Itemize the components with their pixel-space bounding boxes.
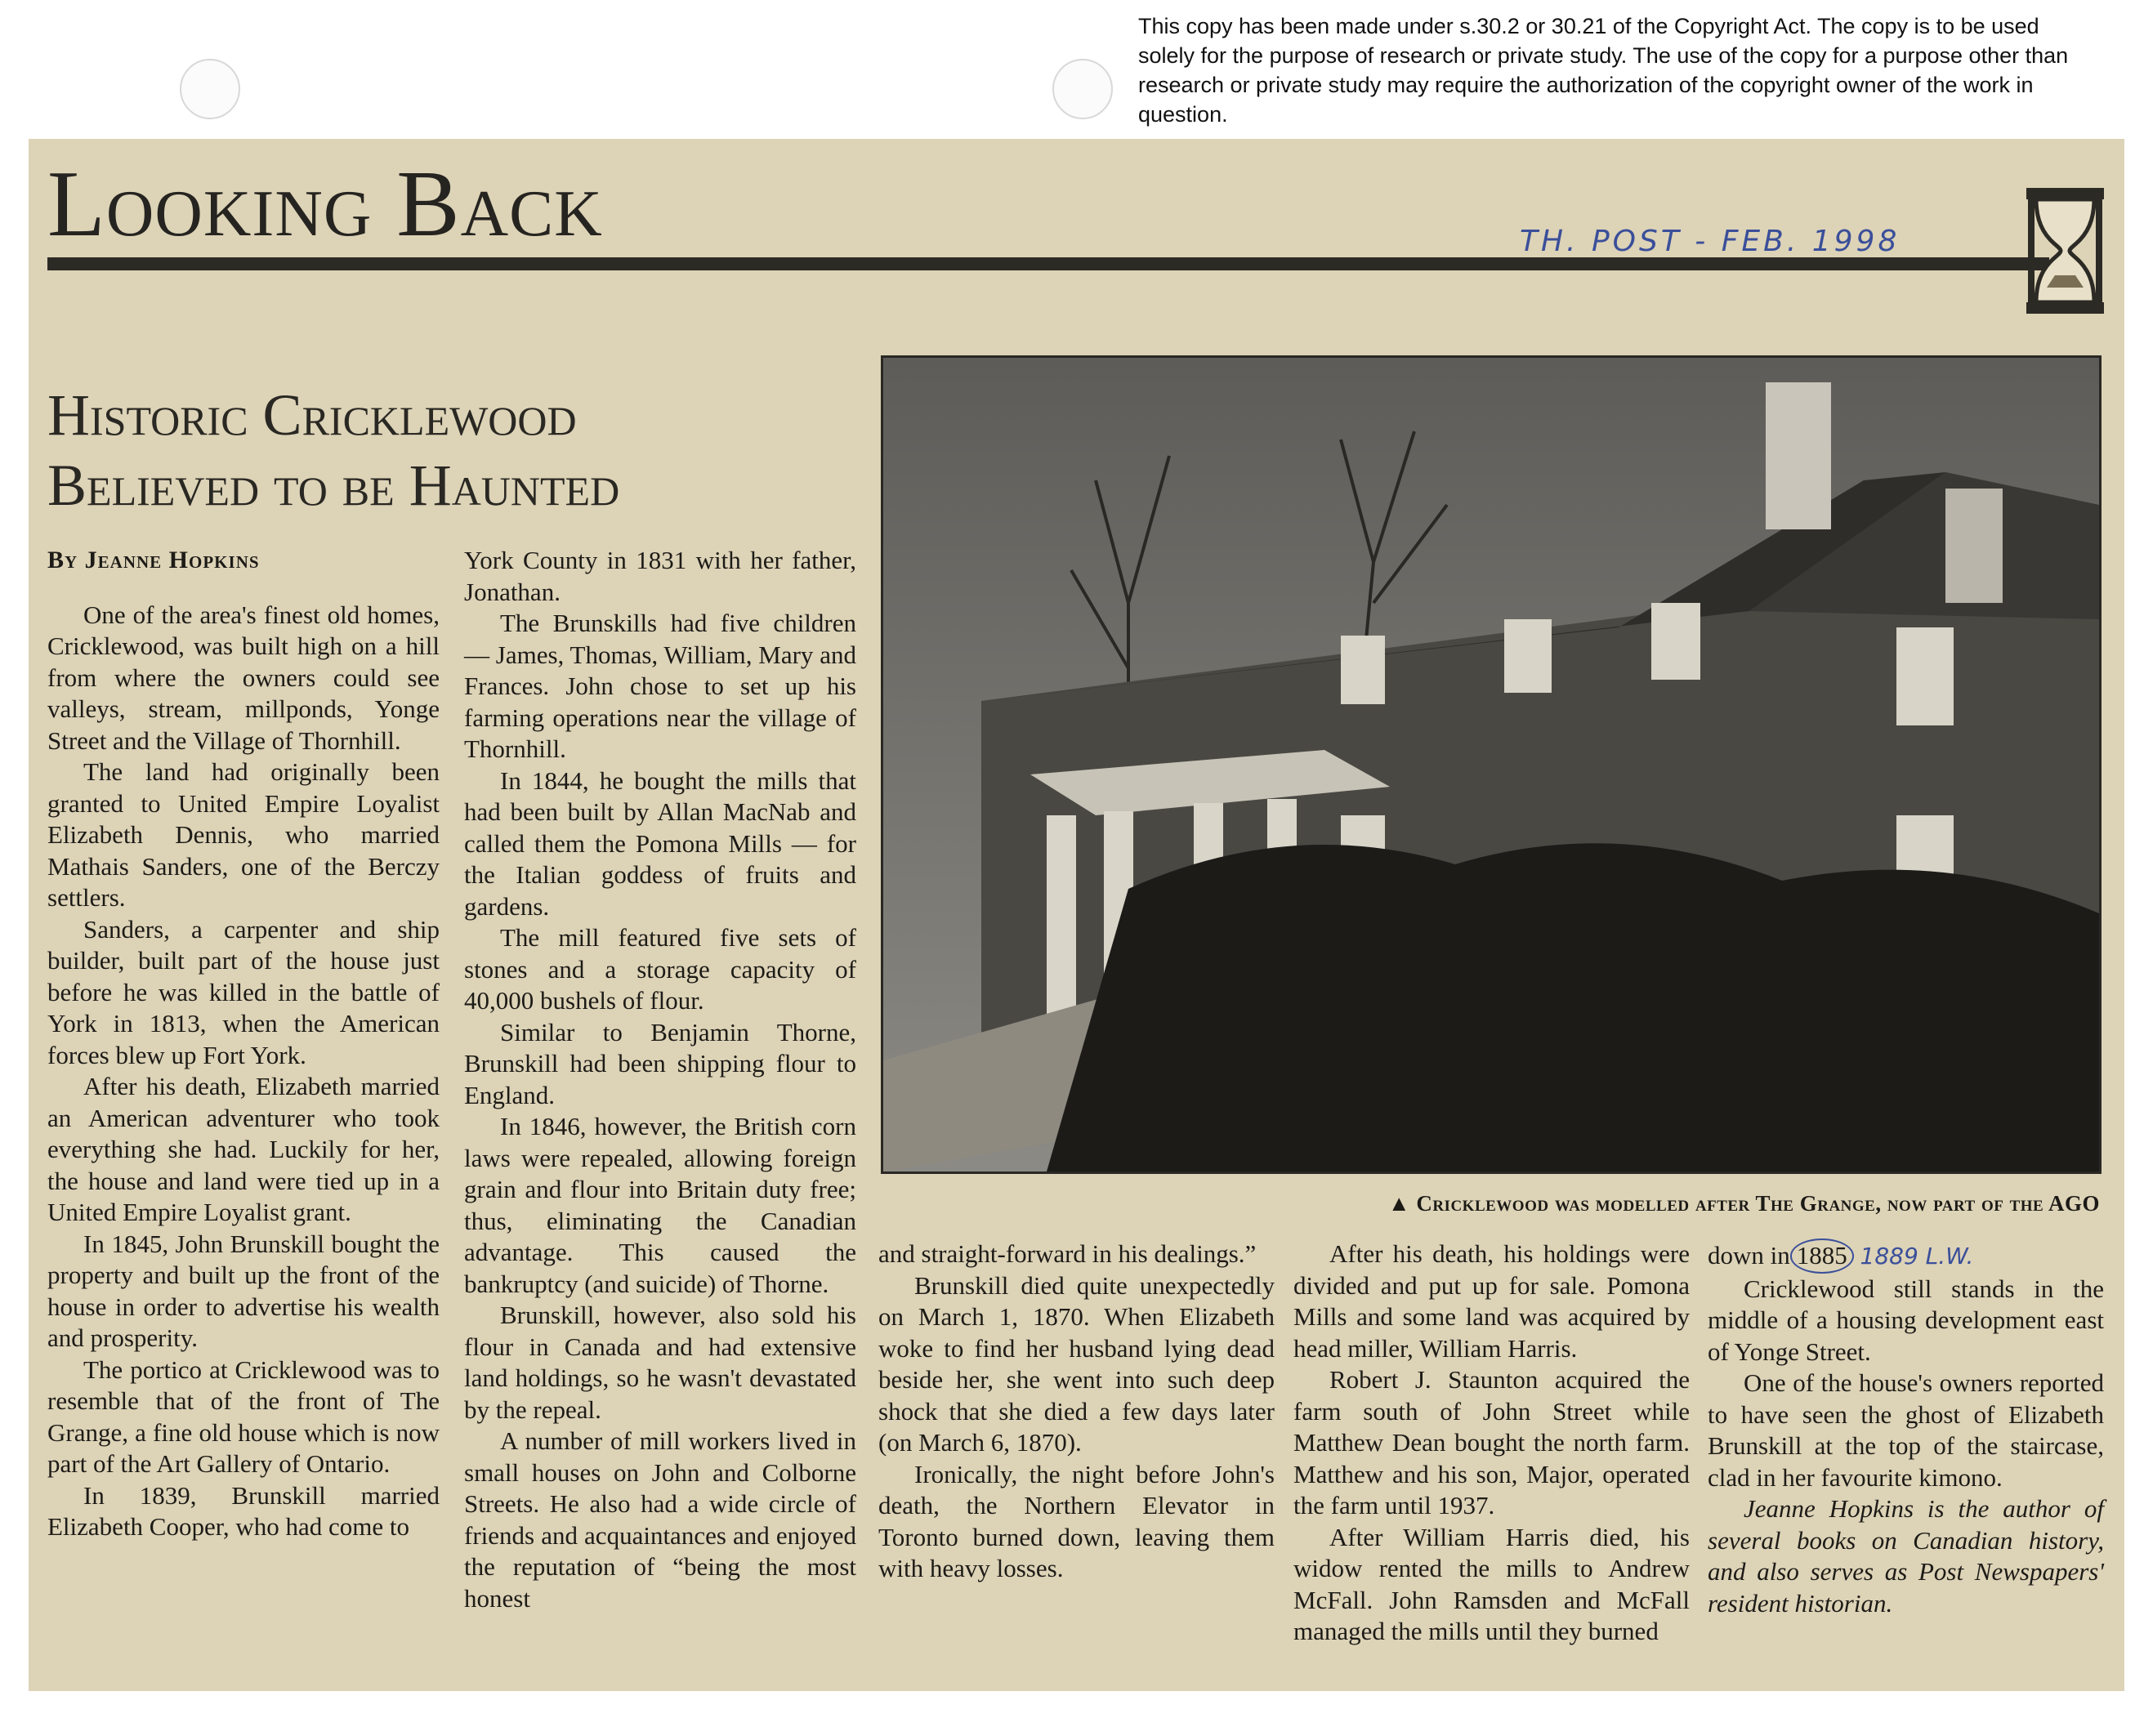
- paragraph: Brunskill died quite unexpectedly on March 1, 1870. When Elizabeth woke to find her husband lying dead beside her, she went into such deep shock that she died a few days later (on March 6, 1870).: [878, 1270, 1275, 1457]
- handwritten-correction: 1889 L.W.: [1860, 1243, 1974, 1270]
- paragraph-continued: York County in 1831 with her father, Jonathan.: [464, 546, 856, 606]
- paragraph: The mill featured five sets of stones and a storage capacity of 40,000 bushels of flour.: [464, 923, 856, 1015]
- paragraph: The Brunskills had five children — James, Thomas, William, Mary and Frances. John chose to set up his farming operations near the village of Thornhill.: [464, 609, 856, 763]
- paragraph: In 1839, Brunskill married Elizabeth Cooper, who had come to: [47, 1480, 440, 1541]
- paragraph: In 1844, he bought the mills that had been built by Allan MacNab and called them the Pomona Mills — for the Italian goddess of fruits and gardens.: [464, 765, 856, 921]
- copyright-notice: This copy has been made under s.30.2 or 30.21 of the Copyright Act. The copy is to be used solely for the purpose of research or private study. The use of the copy for a purpose other than research or private study may require the authorization of the copyright owner of the work in question.: [1132, 8, 2108, 113]
- headline-line-2: Believed to be Haunted: [47, 453, 620, 518]
- byline: By Jeanne Hopkins: [47, 547, 260, 573]
- cricklewood-photo: [881, 355, 2102, 1174]
- column-2: [464, 545, 856, 1614]
- paragraph: The land had originally been granted to United Empire Loyalist Elizabeth Dennis, who married Mathais Sanders, one of the Berczy settlers.: [47, 757, 440, 912]
- headline: [47, 380, 864, 520]
- section-rule: [47, 257, 2049, 270]
- paragraph: In 1845, John Brunskill bought the property and built up the front of the house in order to advertise his wealth and prosperity.: [47, 1229, 440, 1352]
- paragraph: Cricklewood still stands in the middle of a housing development east of Yonge Street.: [1708, 1274, 2104, 1366]
- paragraph-continued: and straight-forward in his dealings.”: [878, 1239, 1257, 1268]
- headline-line-1: Historic Cricklewood: [47, 382, 577, 448]
- punch-hole: [180, 59, 240, 119]
- paragraph: Robert J. Staunton acquired the farm south of John Street while Matthew Dean bought the north farm. Matthew and his son, Major, operated the farm until 1937.: [1293, 1365, 1690, 1520]
- photo-caption: ▲ Cricklewood was modelled after The Grange, now part of the AGO: [1387, 1191, 2100, 1216]
- punch-hole: [1052, 59, 1113, 119]
- column-4: [1293, 1238, 1690, 1648]
- paragraph: A number of mill workers lived in small houses on John and Colborne Streets. He also had a wide circle of friends and acquaintances and enjoyed the reputation of “being the most honest: [464, 1426, 856, 1613]
- column-5: [1708, 1238, 2104, 1619]
- text-fragment: down in: [1708, 1241, 1790, 1270]
- paragraph: Brunskill, however, also sold his flour in Canada and had extensive land holdings, so he wasn't devastated by the repeal.: [464, 1301, 856, 1424]
- paragraph: After William Harris died, his widow rented the mills to Andrew McFall. John Ramsden and McFall managed the mills until they burned: [1293, 1522, 1690, 1645]
- paragraph: Sanders, a carpenter and ship builder, built part of the house just before he was killed in the battle of York in 1813, when the American forces blew up Fort York.: [47, 914, 440, 1069]
- circled-year: 1885: [1790, 1238, 1854, 1274]
- paragraph: One of the area's finest old homes, Cricklewood, was built high on a hill from where the owners could see valleys, stream, millponds, Yonge Street and the Village of Thornhill.: [47, 600, 440, 755]
- house-illustration: [883, 358, 2099, 1171]
- section-title: Looking Back: [47, 152, 603, 257]
- paragraph-continued: [1708, 1238, 2104, 1274]
- paragraph: Similar to Benjamin Thorne, Brunskill had been shipping flour to England.: [464, 1017, 856, 1109]
- paragraph: After his death, Elizabeth married an American adventurer who took everything she had. Luckily for her, the house and land were tied up in a United Empire Loyalist grant.: [47, 1072, 440, 1226]
- author-note: Jeanne Hopkins is the author of several books on Canadian history, and also serves as Post Newspapers' resident historian.: [1708, 1494, 2104, 1618]
- hourglass-icon: [2010, 181, 2120, 320]
- handwritten-source-note: TH. POST - FEB. 1998: [1520, 225, 1901, 258]
- column-1: [47, 545, 440, 1543]
- paragraph: After his death, his holdings were divided and put up for sale. Pomona Mills and some land was acquired by head miller, William Harris.: [1293, 1239, 1690, 1363]
- paragraph: The portico at Cricklewood was to resemble that of the front of The Grange, a fine old house which is now part of the Art Gallery of Ontario.: [47, 1354, 440, 1478]
- paragraph: Ironically, the night before John's death, the Northern Elevator in Toronto burned down, leaving them with heavy losses.: [878, 1459, 1275, 1582]
- paragraph: One of the house's owners reported to have seen the ghost of Elizabeth Brunskill at the top of the staircase, clad in her favourite kimono.: [1708, 1368, 2104, 1492]
- column-3: [878, 1238, 1275, 1585]
- paragraph: In 1846, however, the British corn laws were repealed, allowing foreign grain and flour into Britain duty free; thus, eliminating the Canadian advantage. This caused the bankruptcy (and suicide) of Thorne.: [464, 1112, 856, 1298]
